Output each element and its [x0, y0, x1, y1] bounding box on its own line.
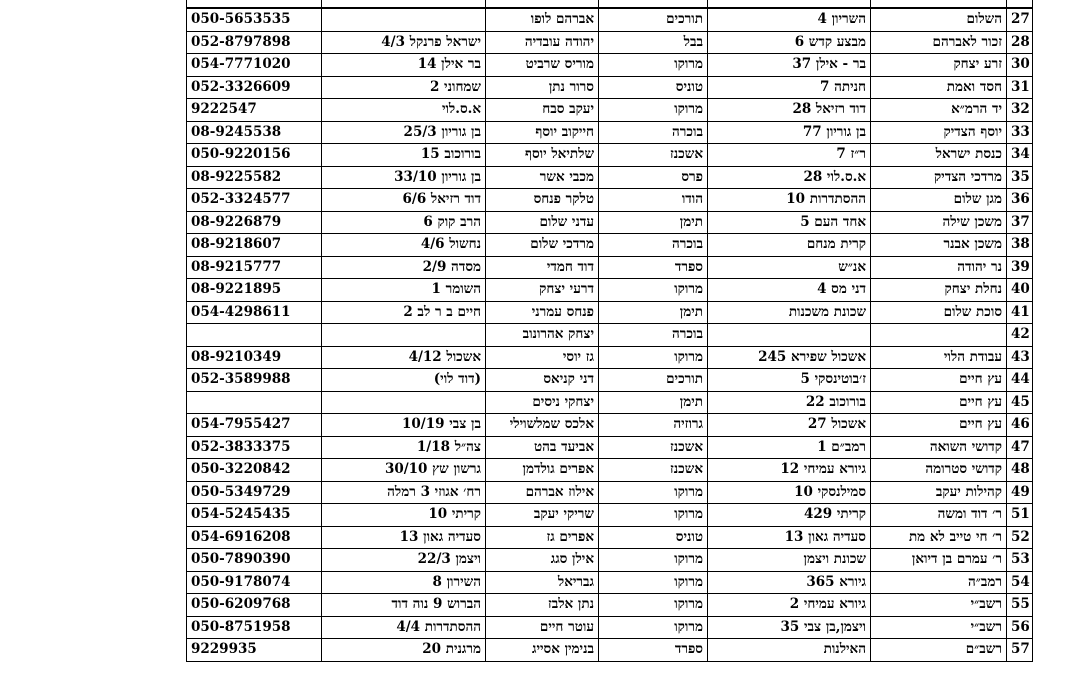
synagogue-name-cell: רשב״י [871, 616, 1007, 639]
table-row [187, 144, 1033, 167]
community-origin-cell: ספרד [599, 256, 708, 279]
community-origin-cell: טוניס [599, 526, 708, 549]
synagogue-address-cell: חניתה 7 [708, 76, 871, 99]
community-origin-cell: טוניס [599, 76, 708, 99]
synagogue-name-cell: מגן שלום [871, 189, 1007, 212]
community-origin-cell: תורכים [599, 369, 708, 392]
contact-name-cell: מוריס שרביט [486, 54, 599, 77]
contact-address-cell [322, 8, 486, 31]
phone-cell: 052-3324577 [187, 189, 322, 212]
row-number-cell: 54 [1007, 571, 1033, 594]
table-cell [599, 0, 708, 8]
table-cell [1007, 0, 1033, 8]
synagogue-name-cell: רשב״ם [871, 639, 1007, 662]
contact-name-cell: עוטר חיים [486, 616, 599, 639]
synagogue-name-cell [871, 324, 1007, 347]
table-cell [322, 0, 486, 8]
row-number-cell: 34 [1007, 144, 1033, 167]
contact-name-cell: אילן סגג [486, 549, 599, 572]
contact-address-cell: בר אילן 14 [322, 54, 486, 77]
contact-address-cell: ישראל פרנקל 4/3 [322, 31, 486, 54]
row-number-cell: 56 [1007, 616, 1033, 639]
row-number-cell: 27 [1007, 8, 1033, 31]
contact-name-cell: דרעי יצחק [486, 279, 599, 302]
phone-cell: 050-5349729 [187, 481, 322, 504]
synagogue-name-cell: מרדכי הצדיק [871, 166, 1007, 189]
table-row [187, 99, 1033, 122]
contact-address-cell: בן צבי 10/19 [322, 414, 486, 437]
synagogue-address-cell: בורוכוב 22 [708, 391, 871, 414]
community-origin-cell: מרוקו [599, 346, 708, 369]
contact-address-cell: שמחוני 2 [322, 76, 486, 99]
table-cell [708, 0, 871, 8]
contact-name-cell: חייקוב יוסף [486, 121, 599, 144]
synagogue-name-cell: חסד ואמת [871, 76, 1007, 99]
community-origin-cell: גרוזיה [599, 414, 708, 437]
contact-name-cell: שלתיאל יוסף [486, 144, 599, 167]
synagogue-name-cell: רמב״ה [871, 571, 1007, 594]
synagogue-name-cell: יד הרמ״א [871, 99, 1007, 122]
synagogue-name-cell: עץ חיים [871, 369, 1007, 392]
contact-name-cell: דני קניאס [486, 369, 599, 392]
contact-address-cell: גרשון שץ 30/10 [322, 459, 486, 482]
community-origin-cell: מרוקו [599, 594, 708, 617]
synagogue-address-cell: קרית מנחם [708, 234, 871, 257]
phone-cell: 052-3326609 [187, 76, 322, 99]
table-row [187, 234, 1033, 257]
row-number-cell: 31 [1007, 76, 1033, 99]
row-number-cell: 57 [1007, 639, 1033, 662]
row-number-cell: 30 [1007, 54, 1033, 77]
table-row [187, 481, 1033, 504]
synagogue-address-cell: סעדיה גאון 13 [708, 526, 871, 549]
synagogue-name-cell: נר יהודה [871, 256, 1007, 279]
contact-name-cell: פנחס עמרני [486, 301, 599, 324]
community-origin-cell: אשכנז [599, 436, 708, 459]
community-origin-cell: מרוקו [599, 54, 708, 77]
synagogue-name-cell: יוסף הצדיק [871, 121, 1007, 144]
phone-cell: 054-6916208 [187, 526, 322, 549]
synagogue-name-cell: נחלת יצחק [871, 279, 1007, 302]
community-origin-cell: ספרד [599, 639, 708, 662]
synagogue-address-cell: בר - אילן 37 [708, 54, 871, 77]
synagogue-address-cell: ר״ז 7 [708, 144, 871, 167]
synagogue-name-cell: כנסת ישראל [871, 144, 1007, 167]
table-row [187, 54, 1033, 77]
synagogue-address-cell [708, 324, 871, 347]
phone-cell: 052-3589988 [187, 369, 322, 392]
contact-name-cell: שריקי יעקב [486, 504, 599, 527]
community-origin-cell: אשכנז [599, 144, 708, 167]
synagogue-name-cell: זרע יצחק [871, 54, 1007, 77]
contact-address-cell: בורוכוב 15 [322, 144, 486, 167]
row-number-cell: 39 [1007, 256, 1033, 279]
community-origin-cell: מרוקו [599, 481, 708, 504]
phone-cell: 050-3220842 [187, 459, 322, 482]
community-origin-cell: אשכנז [599, 459, 708, 482]
community-origin-cell: תימן [599, 301, 708, 324]
synagogue-address-cell: אשכול 27 [708, 414, 871, 437]
table-row [187, 211, 1033, 234]
contact-address-cell: חיים ב ר לב 2 [322, 301, 486, 324]
community-origin-cell: מרוקו [599, 549, 708, 572]
phone-cell [187, 391, 322, 414]
contact-name-cell: סרור נתן [486, 76, 599, 99]
synagogue-address-cell: שכונת משכנות [708, 301, 871, 324]
contact-address-cell: א.ס.לוי [322, 99, 486, 122]
row-number-cell: 45 [1007, 391, 1033, 414]
synagogue-roster-table [186, 0, 1033, 662]
contact-name-cell: יצחק אהרונוב [486, 324, 599, 347]
row-number-cell: 38 [1007, 234, 1033, 257]
synagogue-address-cell: רמב״ם 1 [708, 436, 871, 459]
phone-cell: 054-7771020 [187, 54, 322, 77]
synagogue-address-cell: אחד העם 5 [708, 211, 871, 234]
phone-cell: 054-5245435 [187, 504, 322, 527]
row-number-cell: 36 [1007, 189, 1033, 212]
row-number-cell: 48 [1007, 459, 1033, 482]
phone-cell: 08-9225582 [187, 166, 322, 189]
table-row [187, 301, 1033, 324]
contact-address-cell: נחשול 4/6 [322, 234, 486, 257]
row-number-cell: 28 [1007, 31, 1033, 54]
synagogue-address-cell: השריון 4 [708, 8, 871, 31]
contact-address-cell: אשכול 4/12 [322, 346, 486, 369]
row-number-cell: 43 [1007, 346, 1033, 369]
contact-name-cell: יצחקי ניסים [486, 391, 599, 414]
synagogue-address-cell: בן גוריון 77 [708, 121, 871, 144]
synagogue-name-cell: ר׳ חי טייב לא מת [871, 526, 1007, 549]
community-origin-cell: הודו [599, 189, 708, 212]
synagogue-name-cell: סוכת שלום [871, 301, 1007, 324]
table-row [187, 256, 1033, 279]
contact-name-cell: בנימין אסייג [486, 639, 599, 662]
row-number-cell: 35 [1007, 166, 1033, 189]
synagogue-address-cell: א.ס.לוי 28 [708, 166, 871, 189]
phone-cell: 050-9220156 [187, 144, 322, 167]
contact-address-cell: הרב קוק 6 [322, 211, 486, 234]
table-row [187, 121, 1033, 144]
contact-address-cell: השירון 8 [322, 571, 486, 594]
synagogue-address-cell: גיורא עמיחי 2 [708, 594, 871, 617]
community-origin-cell: בבל [599, 31, 708, 54]
row-number-cell: 32 [1007, 99, 1033, 122]
phone-cell: 050-6209768 [187, 594, 322, 617]
row-number-cell: 42 [1007, 324, 1033, 347]
community-origin-cell: פרס [599, 166, 708, 189]
table-row [187, 31, 1033, 54]
phone-cell: 08-9245538 [187, 121, 322, 144]
table-row [187, 346, 1033, 369]
synagogue-address-cell: מבצע קדש 6 [708, 31, 871, 54]
row-number-cell: 52 [1007, 526, 1033, 549]
synagogue-name-cell: עבודת הלוי [871, 346, 1007, 369]
contact-name-cell: נתן אלבז [486, 594, 599, 617]
phone-cell: 054-4298611 [187, 301, 322, 324]
table-row [187, 436, 1033, 459]
table-row [187, 504, 1033, 527]
synagogue-address-cell: ז׳בוטינסקי 5 [708, 369, 871, 392]
table-cell [187, 0, 322, 8]
phone-cell: 050-5653535 [187, 8, 322, 31]
table-row-top-edge [187, 0, 1033, 8]
community-origin-cell: בוכרה [599, 234, 708, 257]
synagogue-address-cell: אשכול שפירא 245 [708, 346, 871, 369]
table-row [187, 76, 1033, 99]
phone-cell: 052-8797898 [187, 31, 322, 54]
row-number-cell: 41 [1007, 301, 1033, 324]
community-origin-cell: בוכרה [599, 121, 708, 144]
table-row [187, 279, 1033, 302]
synagogue-name-cell: זכור לאברהם [871, 31, 1007, 54]
contact-address-cell: דוד רזיאל 6/6 [322, 189, 486, 212]
synagogue-name-cell: משכן שילה [871, 211, 1007, 234]
contact-address-cell: מסדה 2/9 [322, 256, 486, 279]
contact-address-cell: מרגנית 20 [322, 639, 486, 662]
table-row [187, 549, 1033, 572]
synagogue-address-cell: שכונת ויצמן [708, 549, 871, 572]
table-row [187, 571, 1033, 594]
contact-name-cell: אפרים גולדמן [486, 459, 599, 482]
contact-address-cell: (דוד לוי) [322, 369, 486, 392]
synagogue-address-cell: אנ״ש [708, 256, 871, 279]
row-number-cell: 44 [1007, 369, 1033, 392]
phone-cell: 9229935 [187, 639, 322, 662]
contact-name-cell: אלכס שמלשוילי [486, 414, 599, 437]
contact-address-cell: קריתי 10 [322, 504, 486, 527]
contact-address-cell [322, 324, 486, 347]
contact-name-cell: אפרים גז [486, 526, 599, 549]
phone-cell: 050-7890390 [187, 549, 322, 572]
phone-cell: 9222547 [187, 99, 322, 122]
community-origin-cell: תורכים [599, 8, 708, 31]
community-origin-cell: מרוקו [599, 571, 708, 594]
phone-cell: 08-9210349 [187, 346, 322, 369]
phone-cell: 050-8751958 [187, 616, 322, 639]
synagogue-name-cell: קדושי סטרומה [871, 459, 1007, 482]
contact-address-cell: סעדיה גאון 13 [322, 526, 486, 549]
community-origin-cell: תימן [599, 211, 708, 234]
synagogue-address-cell: ויצמן,בן צבי 35 [708, 616, 871, 639]
row-number-cell: 33 [1007, 121, 1033, 144]
contact-address-cell: הברוש 9 נוה דוד [322, 594, 486, 617]
phone-cell: 08-9215777 [187, 256, 322, 279]
phone-cell: 08-9218607 [187, 234, 322, 257]
synagogue-address-cell: גיורא עמיחי 12 [708, 459, 871, 482]
synagogue-address-cell: גיורא 365 [708, 571, 871, 594]
table-cell [871, 0, 1007, 8]
contact-name-cell: מכבי אשר [486, 166, 599, 189]
community-origin-cell: מרוקו [599, 99, 708, 122]
community-origin-cell: מרוקו [599, 616, 708, 639]
synagogue-name-cell: השלום [871, 8, 1007, 31]
row-number-cell: 51 [1007, 504, 1033, 527]
contact-name-cell: עדני שלום [486, 211, 599, 234]
contact-name-cell: טלקר פנחס [486, 189, 599, 212]
synagogue-address-cell: ההסתדרות 10 [708, 189, 871, 212]
row-number-cell: 40 [1007, 279, 1033, 302]
synagogue-name-cell: קדושי השואה [871, 436, 1007, 459]
table-row [187, 526, 1033, 549]
contact-name-cell: דוד חמדי [486, 256, 599, 279]
synagogue-address-cell: קריתי 429 [708, 504, 871, 527]
community-origin-cell: מרוקו [599, 504, 708, 527]
table-row [187, 369, 1033, 392]
contact-name-cell: יעקב סבח [486, 99, 599, 122]
synagogue-address-cell: דני מס 4 [708, 279, 871, 302]
contact-address-cell [322, 391, 486, 414]
table-row [187, 8, 1033, 31]
synagogue-name-cell: רשב״י [871, 594, 1007, 617]
phone-cell: 050-9178074 [187, 571, 322, 594]
table-row [187, 324, 1033, 347]
row-number-cell: 55 [1007, 594, 1033, 617]
community-origin-cell: בוכרה [599, 324, 708, 347]
contact-address-cell: בן גוריון 33/10 [322, 166, 486, 189]
phone-cell [187, 324, 322, 347]
synagogue-name-cell: ר׳ עמרם בן דיואן [871, 549, 1007, 572]
table-row [187, 166, 1033, 189]
row-number-cell: 53 [1007, 549, 1033, 572]
row-number-cell: 37 [1007, 211, 1033, 234]
synagogue-name-cell: עץ חיים [871, 414, 1007, 437]
contact-name-cell: אביעד בהט [486, 436, 599, 459]
roster-sheet [186, 0, 1032, 675]
row-number-cell: 47 [1007, 436, 1033, 459]
contact-name-cell: גבריאל [486, 571, 599, 594]
table-row [187, 391, 1033, 414]
synagogue-name-cell: משכן אבנר [871, 234, 1007, 257]
table-row [187, 414, 1033, 437]
row-number-cell: 46 [1007, 414, 1033, 437]
community-origin-cell: מרוקו [599, 279, 708, 302]
contact-name-cell: אילוז אברהם [486, 481, 599, 504]
contact-address-cell: צה״ל 1/18 [322, 436, 486, 459]
phone-cell: 08-9226879 [187, 211, 322, 234]
contact-name-cell: יהודה עובדיה [486, 31, 599, 54]
contact-name-cell: מרדכי שלום [486, 234, 599, 257]
community-origin-cell: תימן [599, 391, 708, 414]
synagogue-name-cell: עץ חיים [871, 391, 1007, 414]
contact-name-cell: אברהם לופו [486, 8, 599, 31]
table-row [187, 639, 1033, 662]
synagogue-address-cell: סמילנסקי 10 [708, 481, 871, 504]
table-cell [486, 0, 599, 8]
synagogue-name-cell: ר׳ דוד ומשה [871, 504, 1007, 527]
phone-cell: 054-7955427 [187, 414, 322, 437]
contact-name-cell: גז יוסי [486, 346, 599, 369]
table-row [187, 189, 1033, 212]
table-row [187, 616, 1033, 639]
table-row [187, 459, 1033, 482]
phone-cell: 052-3833375 [187, 436, 322, 459]
synagogue-address-cell: האילנות [708, 639, 871, 662]
contact-address-cell: רח׳ אגוזי 3 רמלה [322, 481, 486, 504]
contact-address-cell: השומר 1 [322, 279, 486, 302]
contact-address-cell: ההסתדרות 4/4 [322, 616, 486, 639]
phone-cell: 08-9221895 [187, 279, 322, 302]
row-number-cell: 49 [1007, 481, 1033, 504]
contact-address-cell: ויצמן 22/3 [322, 549, 486, 572]
table-row [187, 594, 1033, 617]
synagogue-name-cell: קהילות יעקב [871, 481, 1007, 504]
contact-address-cell: בן גוריון 25/3 [322, 121, 486, 144]
synagogue-address-cell: דוד רזיאל 28 [708, 99, 871, 122]
